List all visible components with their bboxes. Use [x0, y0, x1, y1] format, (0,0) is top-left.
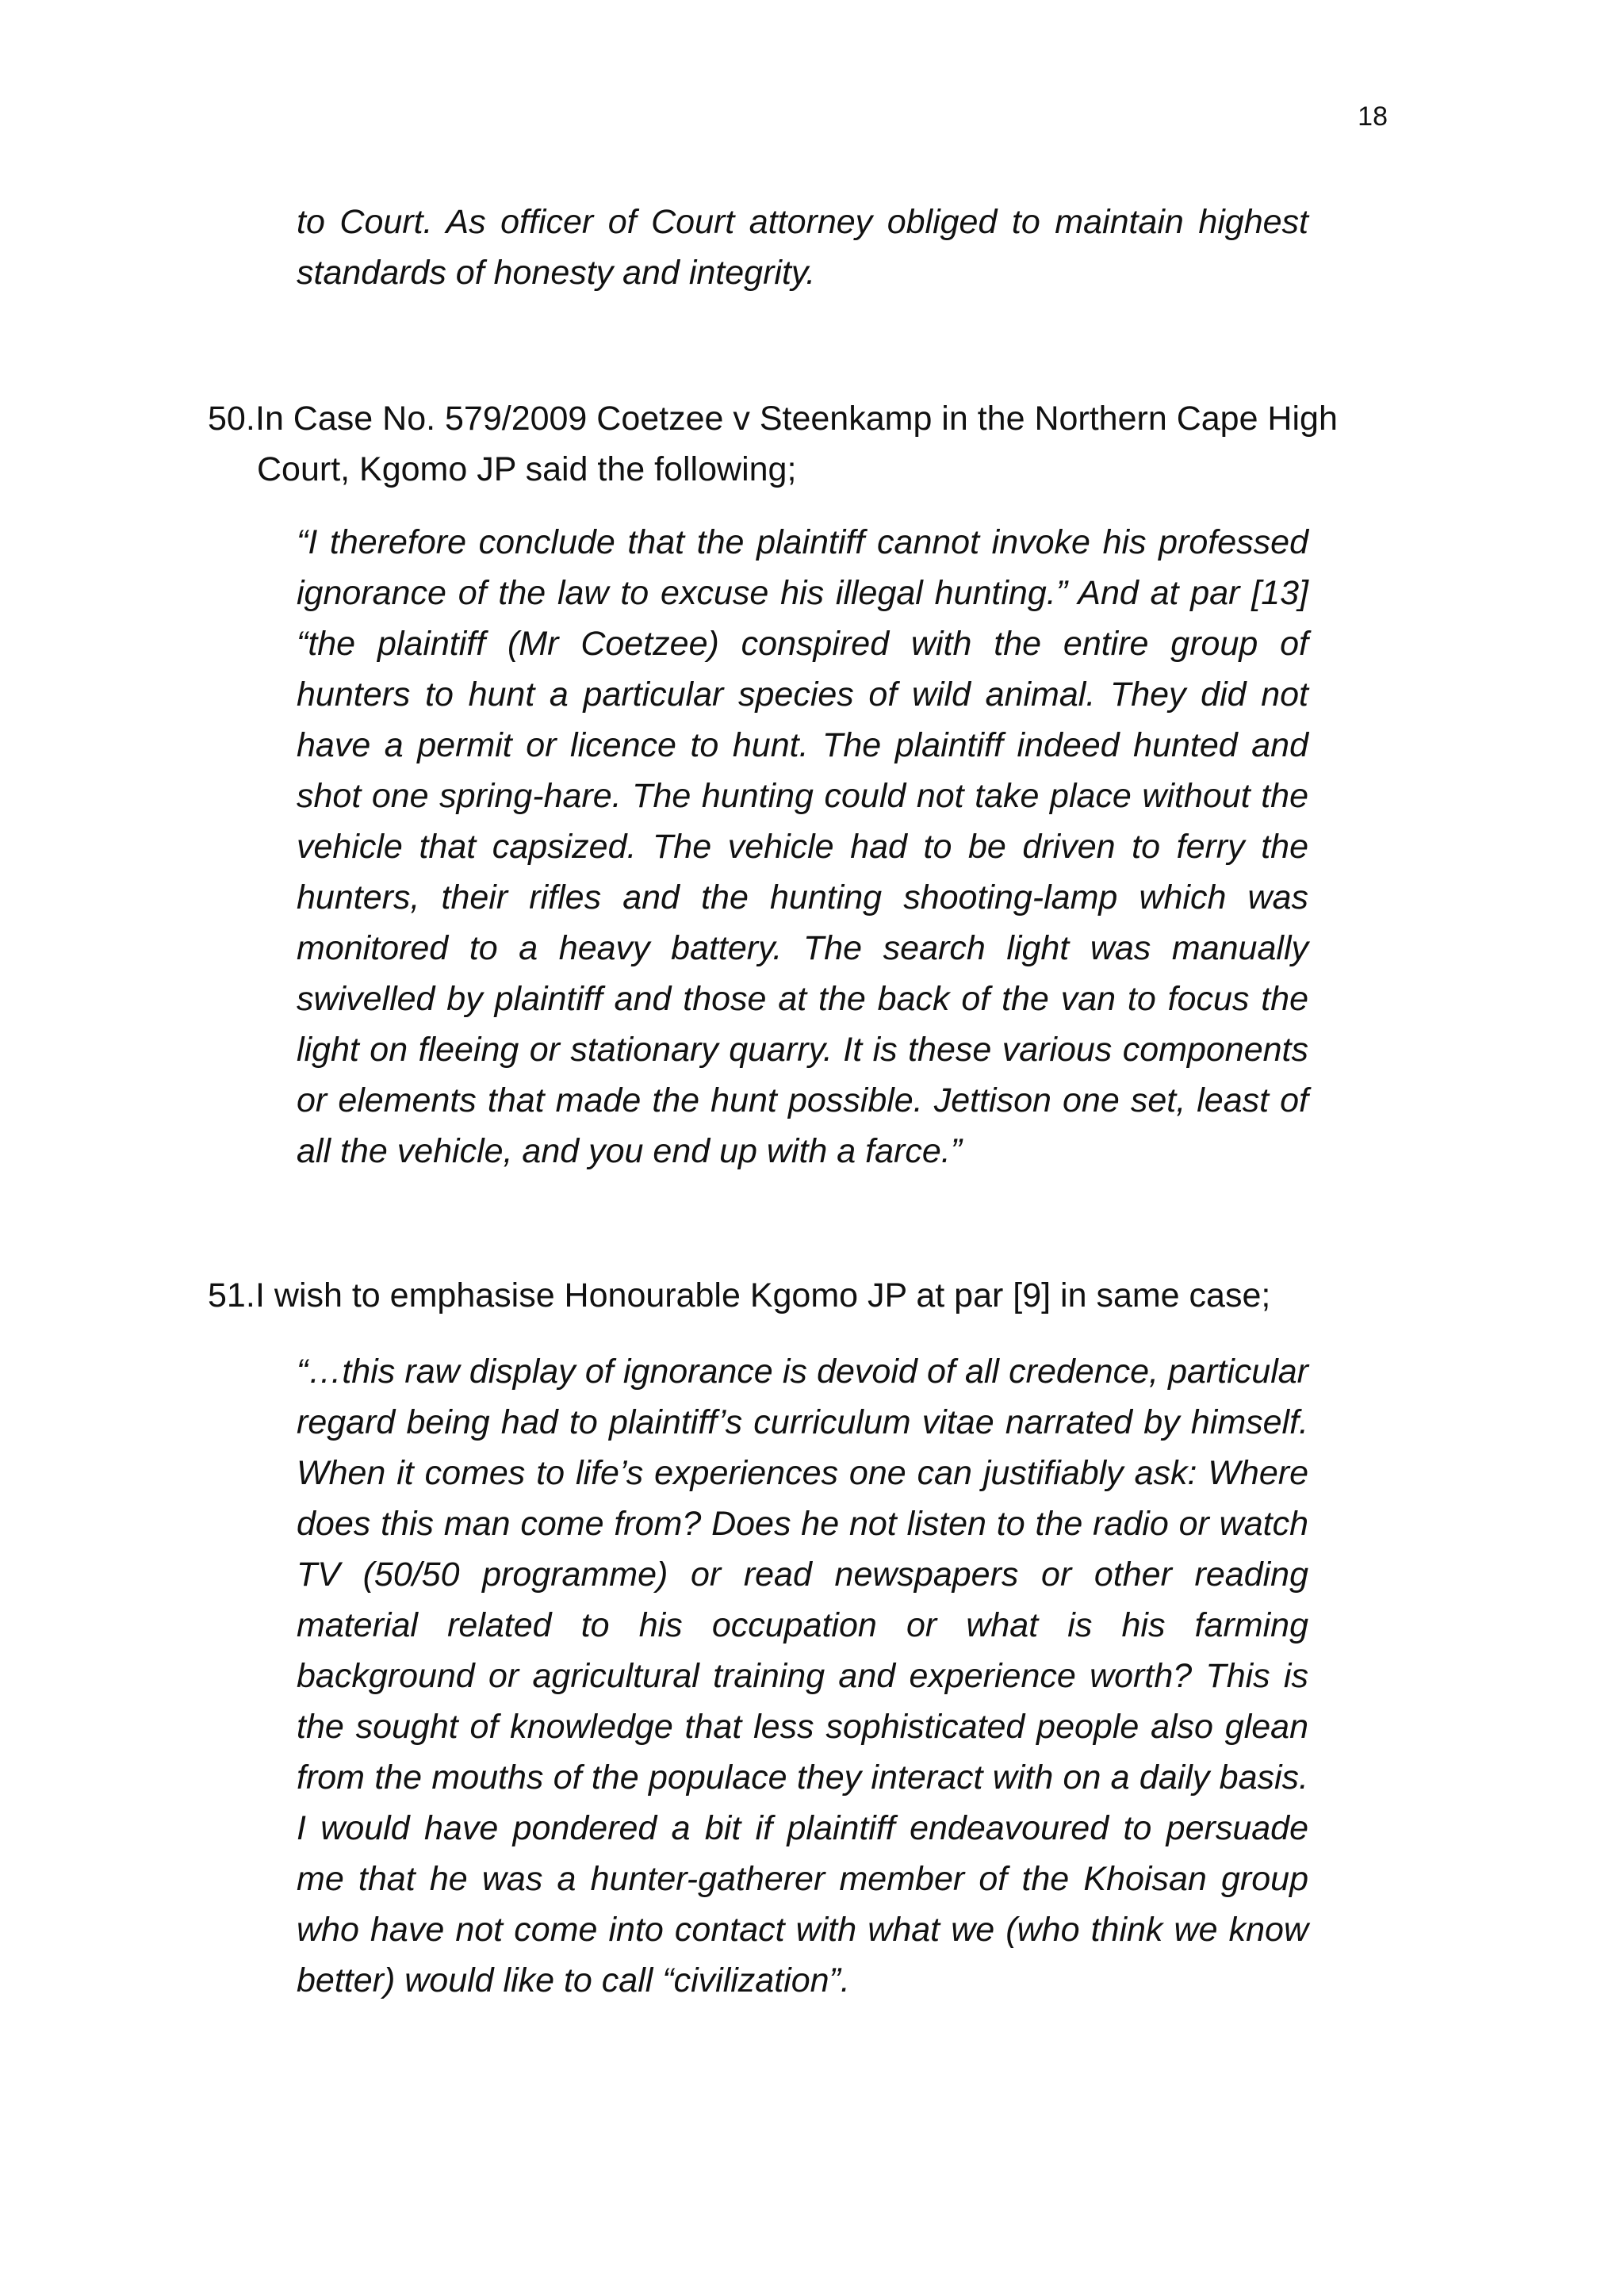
block-quote-50: “I therefore conclude that the plaintiff cannot invoke his professed ignorance of the law to excuse his illegal hunting.” And at par [13] “the plaintiff (Mr Coetzee) conspired with the entire group of hunters to hunt a particular species of wild animal. They did not have a permit or licence to hunt. The plaintiff indeed hunted and shot one spring-hare. The hunting could not take place without the vehicle that capsized. The vehicle had to be driven to ferry the hunters, their rifles and the hunting shooting-lamp which was monitored to a heavy battery. The search light was manually swivelled by plaintiff and those at the back of the van to focus the light on fleeing or stationary quarry. It is these various components or elements that made the hunt possible. Jettison one set, least of all the vehicle, and you end up with a farce.” — [297, 523, 1308, 1170]
paragraph-text: I wish to emphasise Honourable Kgomo JP at par [9] in same case; — [255, 1276, 1271, 1314]
paragraph-50 — [208, 393, 1397, 495]
page-number: 18 — [1358, 101, 1388, 132]
paragraph-51 — [208, 1270, 1397, 1321]
block-quote-51: “…this raw display of ignorance is devoid of all credence, particular regard being had to plaintiff’s curriculum vitae narrated by himself. When it comes to life’s experiences one can justifiably ask: Where does this man come from? Does he not listen to the radio or watch TV (50/50 programme) or read newspapers or other reading material related to his occupation or what is his farming background or agricultural training and experience worth? This is the sought of knowledge that less sophisticated people also glean from the mouths of the populace they interact with on a daily basis. I would have pondered a bit if plaintiff endeavoured to persuade me that he was a hunter-gatherer member of the Khoisan group who have not come into contact with what we (who think we know better) would like to call “civilization”. — [297, 1353, 1308, 1999]
paragraph-text-line-1: In Case No. 579/2009 Coetzee v Steenkamp in the Northern Cape High — [255, 400, 1338, 438]
paragraph-number: 51. — [208, 1276, 255, 1314]
paragraph-text-line-2: Court, Kgomo JP said the following; — [257, 450, 797, 488]
paragraph-number: 50. — [208, 400, 255, 438]
continuation-quote: to Court. As officer of Court attorney obliged to maintain highest standards of honesty and integrity. — [297, 203, 1308, 292]
